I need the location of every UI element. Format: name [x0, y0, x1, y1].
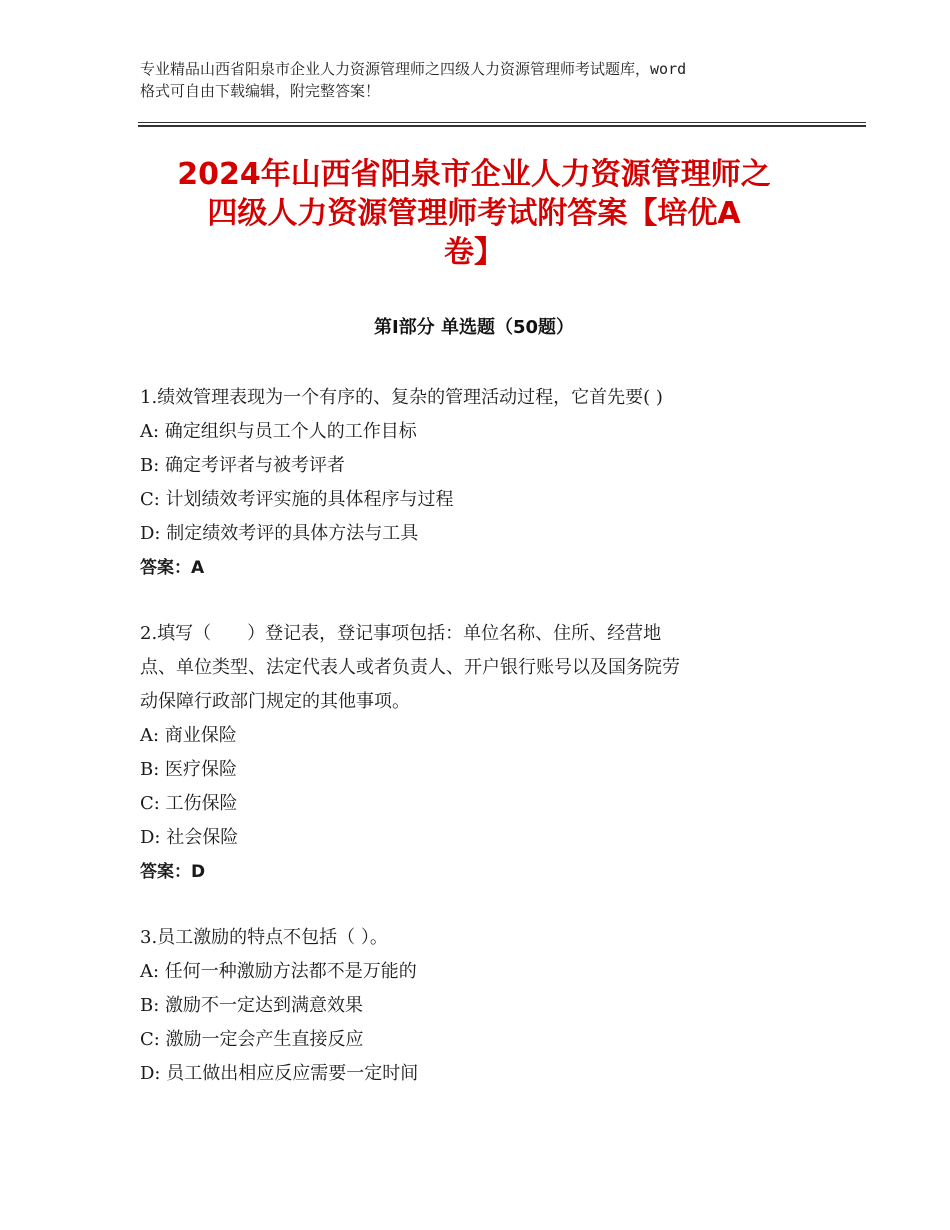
- document-title: [140, 155, 808, 272]
- question-list: [140, 381, 820, 1123]
- option-a: A: 任何一种激励方法都不是万能的: [140, 961, 417, 982]
- question-stem: 3.员工激励的特点不包括（ ）。: [140, 927, 388, 948]
- option-a: A: 商业保险: [140, 725, 237, 746]
- document-header: [140, 58, 820, 102]
- title-line-1: 2024年山西省阳泉市企业人力资源管理师之: [177, 157, 771, 192]
- option-b: B: 确定考评者与被考评者: [140, 455, 346, 476]
- option-d: D: 社会保险: [140, 827, 239, 848]
- title-line-2: 四级人力资源管理师考试附答案【培优A: [207, 196, 741, 231]
- option-c: C: 激励一定会产生直接反应: [140, 1029, 364, 1050]
- question-stem: 1.绩效管理表现为一个有序的、复杂的管理活动过程，它首先要( ): [140, 387, 663, 408]
- option-d: D: 制定绩效考评的具体方法与工具: [140, 523, 419, 544]
- header-divider-thick: [138, 125, 866, 127]
- question-stem-line-3: 动保障行政部门规定的其他事项。: [140, 691, 410, 712]
- header-line-1: 专业精品山西省阳泉市企业人力资源管理师之四级人力资源管理师考试题库，word: [140, 60, 687, 78]
- answer-label: 答案：D: [140, 862, 206, 882]
- option-c: C: 工伤保险: [140, 793, 238, 814]
- question-stem-line-1: 2.填写（ ）登记表，登记事项包括：单位名称、住所、经营地: [140, 623, 662, 644]
- answer-label: 答案：A: [140, 558, 205, 578]
- option-b: B: 医疗保险: [140, 759, 238, 780]
- header-divider-thin: [138, 122, 866, 123]
- question-stem-line-2: 点、单位类型、法定代表人或者负责人、开户银行账号以及国务院劳: [140, 657, 680, 678]
- header-line-2: 格式可自由下载编辑，附完整答案！: [140, 82, 381, 100]
- title-line-3: 卷】: [444, 235, 504, 270]
- option-c: C: 计划绩效考评实施的具体程序与过程: [140, 489, 454, 510]
- option-d: D: 员工做出相应反应需要一定时间: [140, 1063, 419, 1084]
- question-1: [140, 381, 820, 585]
- question-2: [140, 617, 820, 889]
- question-3: [140, 921, 820, 1091]
- section-heading: 第Ⅰ部分 单选题（50题）: [373, 317, 574, 338]
- option-b: B: 激励不一定达到满意效果: [140, 995, 364, 1016]
- option-a: A: 确定组织与员工个人的工作目标: [140, 421, 417, 442]
